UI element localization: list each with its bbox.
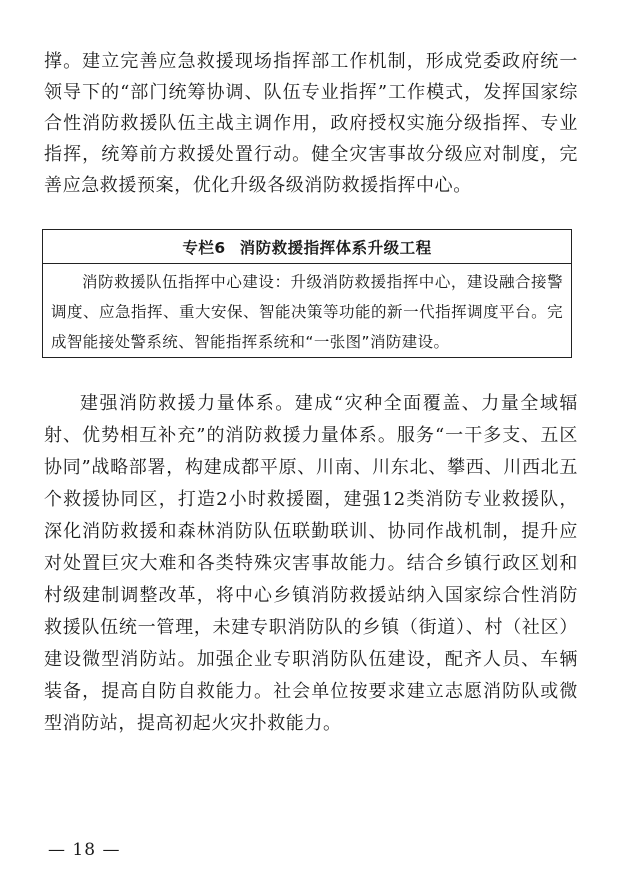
column-box-tag: 专栏6	[182, 238, 226, 257]
column-box-title: 消防救援指挥体系升级工程	[239, 238, 432, 257]
page-number: — 18 —	[48, 840, 121, 860]
column-box	[42, 229, 572, 358]
column-box-header	[43, 230, 571, 264]
body-paragraph-top: 撑。建立完善应急救援现场指挥部工作机制，形成党委政府统一领导下的“部门统筹协调、队伍专业指挥”工作模式，发挥国家综合性消防救援队伍主战主调作用，政府授权实施分级指挥、专业指挥，统筹前方救援处置行动。健全灾害事故分级应对制度，完善应急救援预案，优化升级各级消防救援指挥中心。	[44, 51, 578, 196]
column-box-body: 消防救援队伍指挥中心建设：升级消防救援指挥中心，建设融合接警调度、应急指挥、重大安保、智能决策等功能的新一代指挥调度平台。完成智能接处警系统、智能指挥系统和“一张图”消防建设。	[51, 273, 563, 351]
body-paragraph-bottom: 建强消防救援力量体系。建成“灾种全面覆盖、力量全域辐射、优势相互补充”的消防救援力量体系。服务“一干多支、五区协同”战略部署，构建成都平原、川南、川东北、攀西、川西北五个救援协同区，打造2小时救援圈，建强12类消防专业救援队，深化消防救援和森林消防队伍联勤联训、协同作战机制，提升应对处置巨灾大难和各类特殊灾害事故能力。结合乡镇行政区划和村级建制调整改革，将中心乡镇消防救援站纳入国家综合性消防救援队伍统一管理，未建专职消防队的乡镇（街道）、村（社区）建设微型消防站。加强企业专职消防队伍建设，配齐人员、车辆装备，提高自防自救能力。社会单位按要求建立志愿消防队或微型消防站，提高初起火灾扑救能力。	[44, 393, 578, 734]
